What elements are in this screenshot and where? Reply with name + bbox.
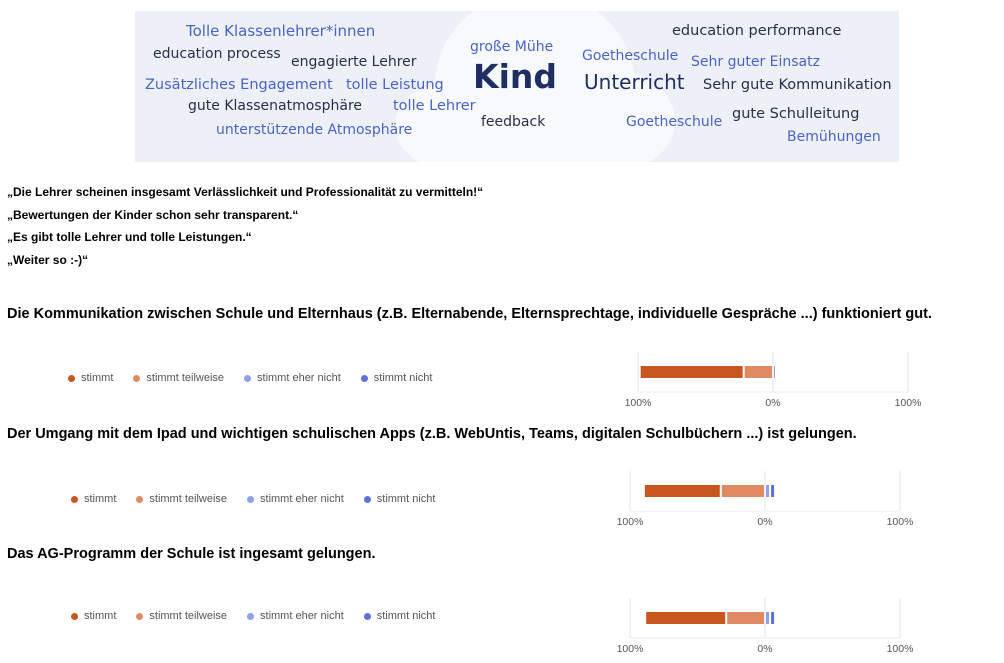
word-cloud-term: gute Klassenatmosphäre [188, 98, 363, 114]
legend-label: stimmt teilweise [149, 493, 228, 505]
bar-segment-stimmt [645, 485, 720, 497]
bar-segment-stimmt-eher-nicht [766, 485, 769, 497]
word-cloud-term: unterstützende Atmosphäre [216, 122, 413, 138]
legend-label: stimmt [81, 372, 114, 384]
bar-segment-stimmt [641, 366, 743, 378]
word-cloud-term: tolle Leistung [346, 77, 444, 93]
chart-legend [68, 372, 452, 384]
legend-dot-icon [68, 375, 75, 382]
word-cloud-term: Tolle Klassenlehrer*innen [186, 22, 376, 40]
bar-segment-stimmt [646, 612, 725, 624]
bar-segment-stimmt-nicht [771, 485, 774, 497]
bar-segment-stimmt-teilweise [722, 485, 764, 497]
legend-label: stimmt eher nicht [260, 610, 344, 622]
quotes-block [7, 181, 483, 271]
tick-label: 100% [616, 516, 644, 528]
word-cloud-term: gute Schulleitung [732, 106, 860, 122]
word-cloud-term: Goetheschule [582, 48, 679, 64]
question-title: Der Umgang mit dem Ipad und wichtigen schulischen Apps (z.B. WebUntis, Teams, digitalen Schulbüchern ...) ist gelungen. [7, 426, 857, 442]
legend-item [364, 610, 436, 622]
bar-segment-stimmt-eher-nicht [766, 612, 769, 624]
word-cloud-term: tolle Lehrer [393, 98, 476, 114]
legend-dot-icon [361, 375, 368, 382]
word-cloud-term: education process [153, 46, 281, 62]
legend-item [136, 493, 227, 505]
word-cloud-term: Sehr gute Kommunikation [703, 77, 892, 93]
quote: „Es gibt tolle Lehrer und tolle Leistungen.“ [7, 230, 252, 244]
tick-label: 100% [894, 397, 922, 409]
legend-label: stimmt teilweise [146, 372, 225, 384]
word-cloud-term: education performance [672, 23, 842, 39]
bar-segment-stimmt-teilweise [727, 612, 764, 624]
legend-dot-icon [247, 613, 254, 620]
legend-dot-icon [71, 496, 78, 503]
legend-label: stimmt nicht [376, 493, 436, 505]
legend-dot-icon [247, 496, 254, 503]
diverging-bar-chart [610, 598, 920, 654]
legend-dot-icon [364, 613, 371, 620]
quote: „Weiter so :-)“ [7, 252, 89, 267]
tick-label: 0% [757, 643, 773, 655]
legend-dot-icon [71, 613, 78, 620]
legend-item [247, 493, 344, 505]
word-cloud-term: Bemühungen [787, 129, 881, 145]
legend-dot-icon [133, 375, 140, 382]
tick-label: 100% [886, 643, 914, 655]
legend-item [244, 372, 341, 384]
legend-dot-icon [136, 613, 143, 620]
quote: „Die Lehrer scheinen insgesamt Verlässlichkeit und Professionalität zu vermitteln!“ [7, 185, 484, 199]
legend-label: stimmt eher nicht [260, 493, 344, 505]
legend-item [361, 372, 433, 384]
legend-label: stimmt eher nicht [257, 372, 341, 384]
legend-label: stimmt [84, 493, 117, 505]
word-cloud-term: Goetheschule [626, 114, 723, 130]
tick-label: 100% [886, 516, 914, 528]
word-cloud-term: Sehr guter Einsatz [691, 54, 820, 70]
legend-item [68, 372, 113, 384]
word-cloud-term: Zusätzliches Engagement [145, 77, 333, 93]
bar-segment-stimmt-teilweise [745, 366, 772, 378]
question-title: Das AG-Programm der Schule ist ingesamt gelungen. [7, 546, 376, 562]
legend-label: stimmt nicht [376, 610, 436, 622]
word-cloud [135, 11, 899, 162]
legend-item [364, 493, 436, 505]
chart-legend [71, 493, 455, 505]
chart-legend [71, 610, 455, 622]
legend-dot-icon [244, 375, 251, 382]
question-title: Die Kommunikation zwischen Schule und Elternhaus (z.B. Elternabende, Elternsprechtage, individuelle Gespräche ...) funktioniert gut. [7, 306, 932, 322]
diverging-bar-chart [618, 352, 928, 408]
word-cloud-term: große Mühe [470, 39, 554, 55]
legend-label: stimmt [84, 610, 117, 622]
word-cloud-term: engagierte Lehrer [291, 54, 417, 70]
legend-label: stimmt nicht [373, 372, 433, 384]
tick-label: 100% [616, 643, 644, 655]
legend-item [136, 610, 227, 622]
legend-item [247, 610, 344, 622]
legend-label: stimmt teilweise [149, 610, 228, 622]
word-cloud-term: feedback [481, 114, 546, 130]
tick-label: 0% [757, 516, 773, 528]
legend-item [133, 372, 224, 384]
diverging-bar-chart [610, 471, 920, 527]
word-cloud-term: Kind [473, 57, 557, 96]
tick-label: 100% [624, 397, 652, 409]
quote: „Bewertungen der Kinder schon sehr transparent.“ [7, 207, 299, 222]
legend-item [71, 493, 116, 505]
word-cloud-term: Unterricht [584, 70, 685, 94]
legend-dot-icon [136, 496, 143, 503]
tick-label: 0% [765, 397, 781, 409]
bar-segment-stimmt-nicht [771, 612, 774, 624]
bar-segment-stimmt-eher-nicht [774, 366, 775, 378]
legend-item [71, 610, 116, 622]
legend-dot-icon [364, 496, 371, 503]
